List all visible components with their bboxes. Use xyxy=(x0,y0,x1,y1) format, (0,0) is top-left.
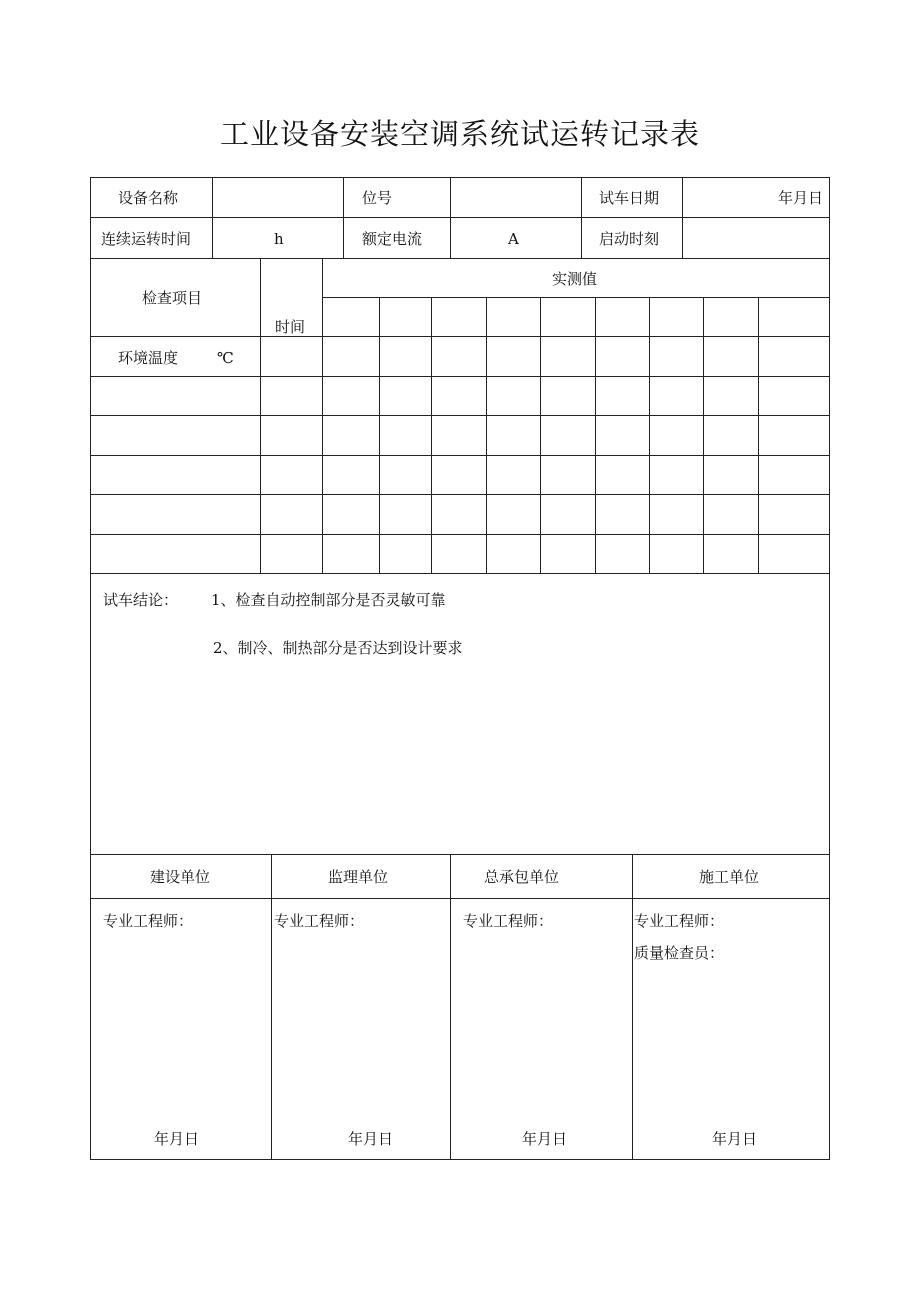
start-time-label: 启动时刻 xyxy=(599,230,660,248)
signoff-quality-inspector: 质量检查员： xyxy=(634,944,725,962)
signoff-engineer-construction: 专业工程师： xyxy=(103,912,194,930)
col-divider xyxy=(649,297,650,573)
ambient-temp-label: 环境温度 xyxy=(118,349,179,367)
signoff-unit-supervision: 监理单位 xyxy=(328,868,389,886)
table-border-left xyxy=(90,177,91,1160)
test-date-value[interactable]: 年月日 xyxy=(778,189,824,207)
row-divider xyxy=(90,376,830,377)
col-divider xyxy=(431,297,432,573)
signoff-engineer-general-contractor: 专业工程师： xyxy=(463,912,554,930)
col-divider xyxy=(379,297,380,573)
equipment-name-field[interactable] xyxy=(213,178,342,217)
row-divider xyxy=(90,854,830,855)
row-divider xyxy=(90,494,830,495)
position-field[interactable] xyxy=(451,178,580,217)
col-divider xyxy=(260,258,261,573)
test-date-label: 试车日期 xyxy=(599,189,660,207)
ambient-temp-unit: ℃ xyxy=(217,349,234,367)
col-divider xyxy=(450,854,451,1160)
row-divider xyxy=(90,898,830,899)
signoff-date-installer[interactable]: 年月日 xyxy=(712,1130,758,1148)
row-divider xyxy=(90,415,830,416)
signoff-date-construction[interactable]: 年月日 xyxy=(154,1130,200,1148)
position-label: 位号 xyxy=(362,189,393,207)
equipment-name-label: 设备名称 xyxy=(118,189,179,207)
conclusion-label: 试车结论： xyxy=(103,591,179,609)
signoff-unit-installer: 施工单位 xyxy=(699,868,760,886)
conclusion-item-1: 1、检查自动控制部分是否灵敏可靠 xyxy=(211,591,446,609)
signoff-unit-general-contractor: 总承包单位 xyxy=(484,868,560,886)
continuous-run-unit[interactable]: h xyxy=(274,230,284,248)
row-divider xyxy=(90,573,830,574)
col-divider xyxy=(703,297,704,573)
start-time-field[interactable] xyxy=(683,218,828,257)
rated-current-unit[interactable]: A xyxy=(508,230,519,248)
col-divider xyxy=(595,297,596,573)
col-divider xyxy=(540,297,541,573)
signoff-engineer-installer: 专业工程师： xyxy=(634,912,725,930)
continuous-run-label: 连续运转时间 xyxy=(101,230,192,248)
signoff-date-general-contractor[interactable]: 年月日 xyxy=(522,1130,568,1148)
row-divider xyxy=(90,336,830,337)
col-divider xyxy=(632,854,633,1160)
page-title: 工业设备安装空调系统试运转记录表 xyxy=(219,117,700,151)
rated-current-label: 额定电流 xyxy=(362,230,423,248)
row-divider xyxy=(90,534,830,535)
row-divider xyxy=(90,455,830,456)
col-divider xyxy=(758,297,759,573)
table-border-bottom xyxy=(90,1159,830,1160)
col-divider xyxy=(486,297,487,573)
table-border-right xyxy=(829,177,830,1160)
measured-value-label: 实测值 xyxy=(552,270,598,288)
signoff-unit-construction: 建设单位 xyxy=(150,868,211,886)
conclusion-item-2: 2、制冷、制热部分是否达到设计要求 xyxy=(213,639,463,657)
check-item-label: 检查项目 xyxy=(142,289,203,307)
time-label: 时间 xyxy=(275,318,306,336)
col-divider xyxy=(581,177,582,258)
row-divider xyxy=(322,297,830,298)
col-divider xyxy=(322,258,323,573)
col-divider xyxy=(343,177,344,258)
signoff-engineer-supervision: 专业工程师： xyxy=(274,912,365,930)
row-divider xyxy=(90,258,830,259)
col-divider xyxy=(271,854,272,1160)
signoff-date-supervision[interactable]: 年月日 xyxy=(348,1130,394,1148)
